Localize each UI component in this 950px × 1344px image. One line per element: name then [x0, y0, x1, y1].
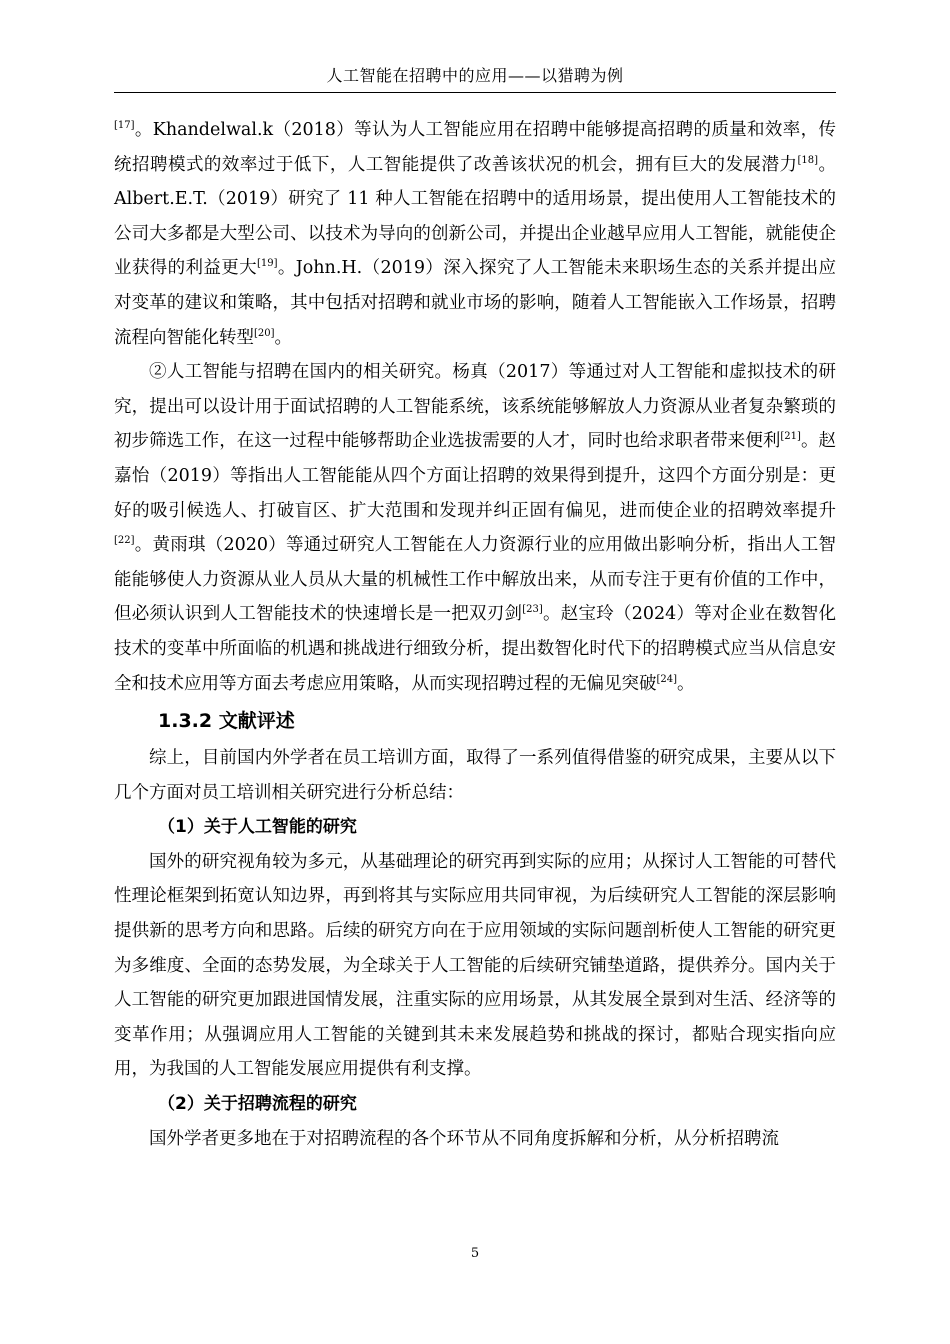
- paragraph-text: 。赵宝玲（2024）等对企业在数智化技术的变革中所面临的机遇和挑战进行细致分析，提出数智化时代下的招聘模式应当从信息安全和技术应用等方面去考虑应用策略，从而实现招聘过程的无偏见突破: [114, 604, 836, 694]
- citation-ref: [21]: [780, 431, 801, 443]
- citation-ref: [19]: [256, 258, 278, 270]
- document-body: [114, 113, 836, 1156]
- subsection-paragraph-recruitment: 国外学者更多地在于对招聘流程的各个环节从不同角度拆解和分析，从分析招聘流: [149, 1128, 779, 1149]
- paragraph-text: 。John.H.（2019）深入探究了人工智能未来职场生态的关系并提出应对变革的建议和策略，其中包括对招聘和就业市场的影响，随着人工智能嵌入工作场景，招聘流程向智能化转型: [114, 258, 837, 348]
- citation-ref: [22]: [114, 535, 135, 547]
- subsection-heading-ai: （1）关于人工智能的研究: [158, 817, 357, 838]
- paragraph-foreign-research: [114, 113, 836, 355]
- subsection-heading-recruitment: （2）关于招聘流程的研究: [158, 1094, 357, 1115]
- running-header-title: 人工智能在招聘中的应用——以猎聘为例: [326, 66, 624, 85]
- subsection-paragraph-ai: 国外的研究视角较为多元，从基础理论的研究再到实际的应用；从探讨人工智能的可替代性理论框架到拓宽认知边界，再到将其与实际应用共同审视，为后续研究人工智能的深层影响提供新的思考方向和思路。后续的研究方向在于应用领域的实际问题剖析使人工智能的研究更为多维度、全面的态势发展，为全球关于人工智能的后续研究铺垫道路，提供养分。国内关于人工智能的研究更加跟进国情发展，注重实际的应用场景，从其发展全景到对生活、经济等的变革作用；从强调应用人工智能的关键到其未来发展趋势和挑战的探讨，都贴合现实指向应用，为我国的人工智能发展应用提供有利支撑。: [114, 851, 836, 1080]
- citation-ref: [18]: [797, 154, 819, 166]
- paragraph-text: 。Khandelwal.k（2018）等认为人工智能应用在招聘中能够提高招聘的质量和效率，传统招聘模式的效率过于低下，人工智能提供了改善该状况的机会，拥有巨大的发展潜力: [114, 120, 836, 175]
- paragraph-text: ②人工智能与招聘在国内的相关研究。杨真（2017）等通过对人工智能和虚拟技术的研究，提出可以设计用于面试招聘的人工智能系统，该系统能够解放人力资源从业者复杂繁琐的初步筛选工作，在这一过程中能够帮助企业选拔需要的人才，同时也给求职者带来便利: [114, 362, 836, 452]
- paragraph-text: 。赵嘉怡（2019）等指出人工智能能从四个方面让招聘的效果得到提升，这四个方面分别是：更好的吸引候选人、打破盲区、扩大范围和发现并纠正固有偏见，进而使企业的招聘效率提升: [114, 431, 837, 521]
- section-heading: 1.3.2 文献评述: [158, 710, 295, 733]
- paragraph-text: 。黄雨琪（2020）等通过研究人工智能在人力资源行业的应用做出影响分析，指出人工智能能够使人力资源从业人员从大量的机械性工作中解放出来，从而专注于更有价值的工作中，但必须认识到人工智能技术的快速增长是一把双刃剑: [114, 535, 836, 625]
- section-intro-paragraph: 综上，目前国内外学者在员工培训方面，取得了一系列值得借鉴的研究成果，主要从以下几个方面对员工培训相关研究进行分析总结：: [114, 748, 836, 803]
- citation-ref: [20]: [254, 327, 275, 339]
- paragraph-text: 。: [274, 327, 293, 348]
- citation-ref: [17]: [114, 120, 135, 132]
- page-number: 5: [470, 1246, 480, 1261]
- citation-ref: [24]: [656, 673, 678, 685]
- header-rule: [114, 92, 836, 93]
- paragraph-text: 。: [677, 673, 695, 694]
- paragraph-domestic-research: [114, 355, 836, 701]
- paragraph-text: 。Albert.E.T.（2019）研究了 11 种人工智能在招聘中的适用场景，提出使用人工智能技术的公司大多都是大型公司、以技术为导向的创新公司，并提出企业越早应用人工智能，就能使企业获得的利益更大: [114, 154, 837, 279]
- citation-ref: [23]: [522, 604, 543, 616]
